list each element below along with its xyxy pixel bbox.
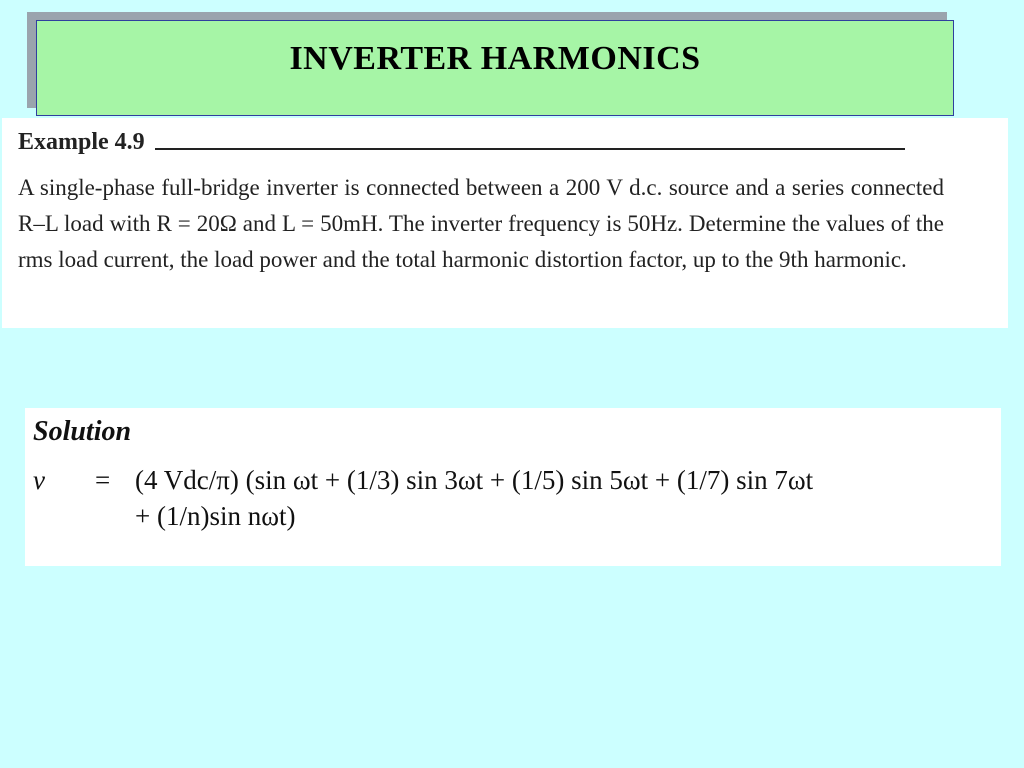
example-rule (155, 148, 905, 150)
equation-equals: = (95, 465, 111, 495)
example-card (2, 118, 1008, 328)
equation-line-1 (33, 462, 993, 498)
solution-label: Solution (33, 416, 132, 447)
equation-rhs-line-1: (4 Vdc/π) (sin ωt + (1/3) sin 3ωt + (1/5) sin 5ωt + (1/7) sin 7ωt (135, 465, 814, 495)
solution-card (25, 408, 1001, 566)
example-label: Example 4.9 (18, 129, 145, 155)
title-banner (36, 20, 954, 116)
slide-title: INVERTER HARMONICS (289, 40, 701, 77)
example-problem-text: A single-phase full-bridge inverter is connected between a 200 V d.c. source and a series connected R–L load with R = 20Ω and L = 50mH. The inverter frequency is 50Hz. Determine the values of the rms load current, the load power and the total harmonic distortion factor, up to the 9th harmonic. (18, 175, 944, 272)
equation-rhs-line-2: + (1/n)sin nωt) (135, 501, 296, 531)
example-header (18, 122, 994, 156)
equation-lhs: v (33, 465, 45, 495)
